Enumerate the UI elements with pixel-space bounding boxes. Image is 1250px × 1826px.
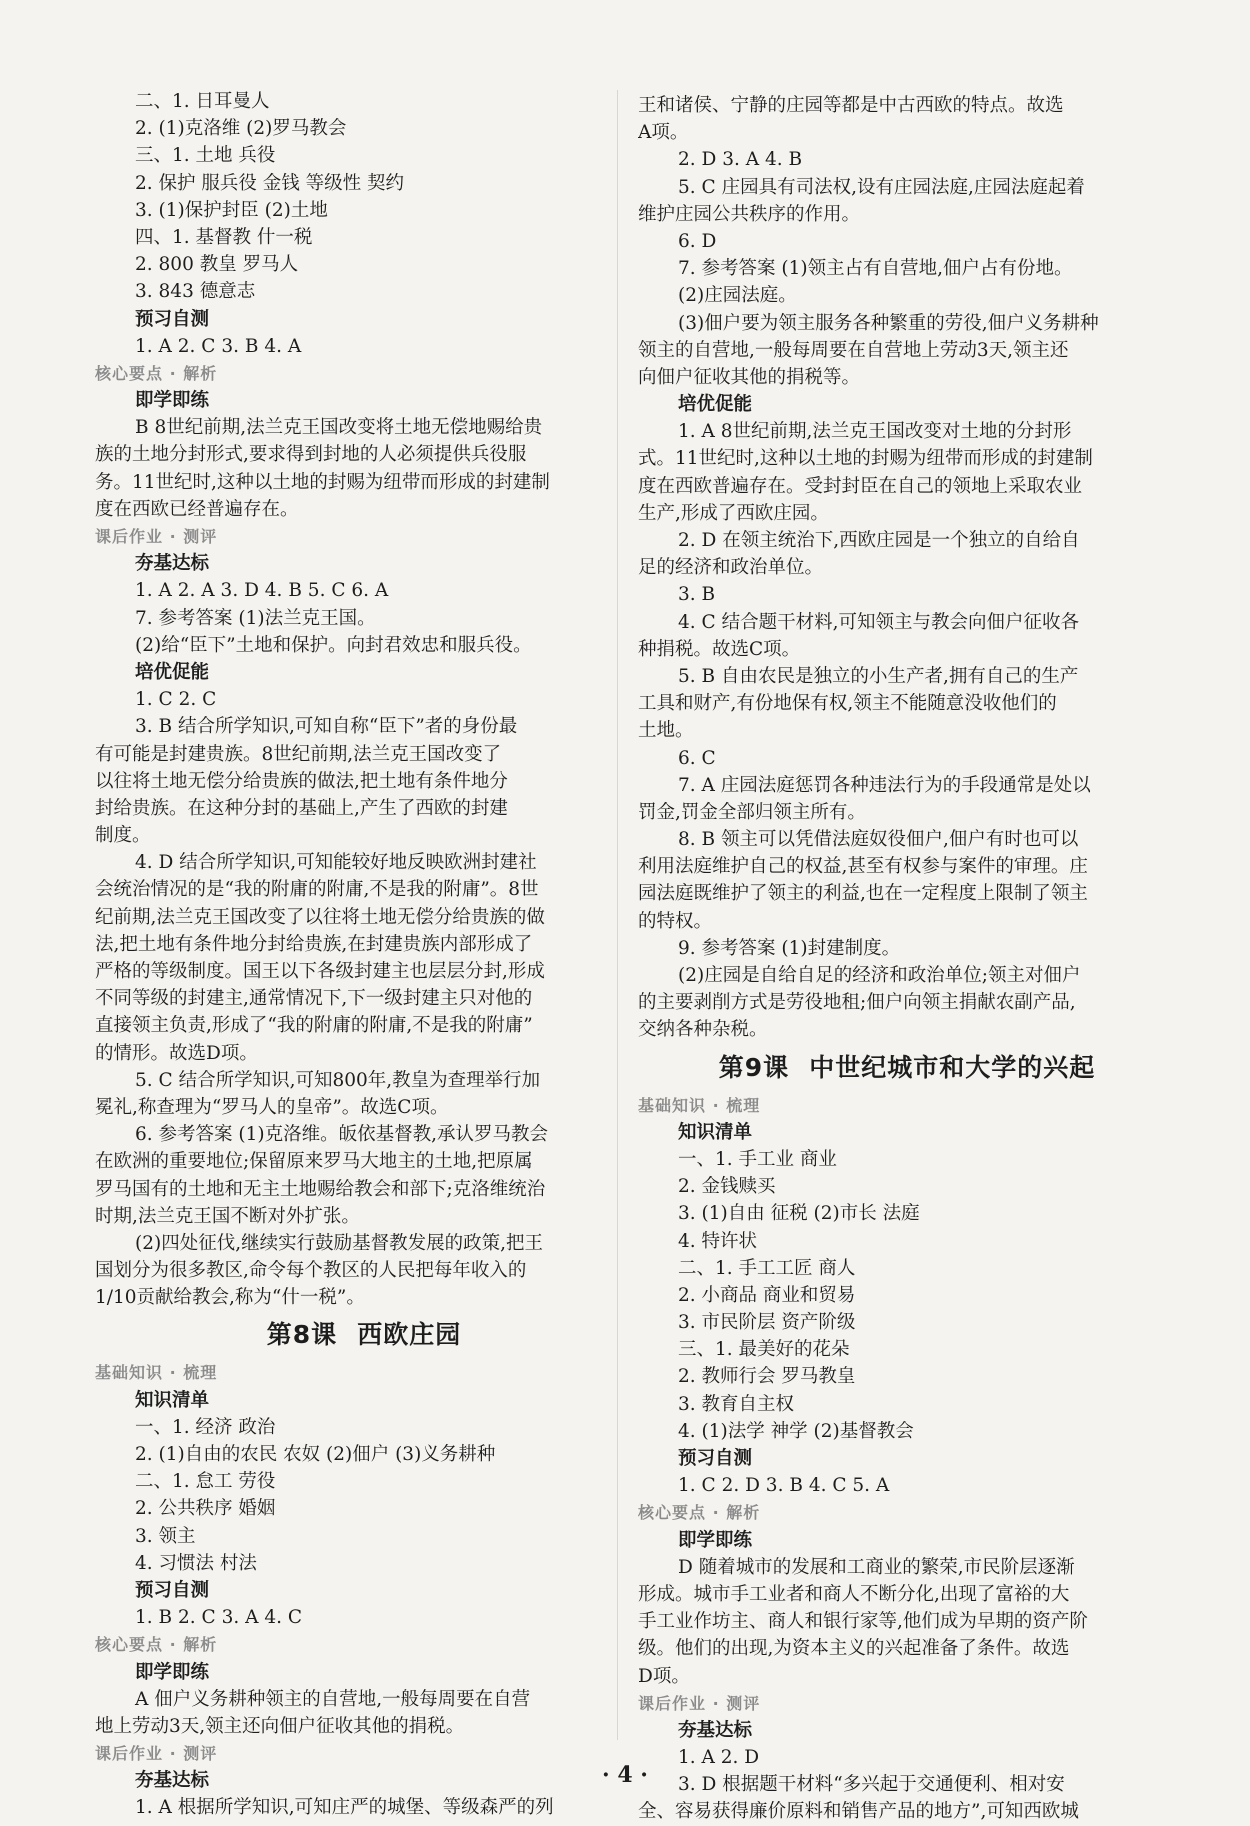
- q7-answer: 7. 参考答案 (1)法兰克王国。: [135, 607, 376, 629]
- practice-line: 务。11世纪时,这种以土地的封赐为纽带而形成的封建制: [95, 471, 550, 493]
- q4-line: 的情形。故选D项。: [95, 1042, 258, 1064]
- answer-line: 3. 市民阶层 资产阶级: [678, 1312, 856, 1334]
- advanced-title: 培优促能: [678, 394, 753, 416]
- answer-line: 2. (1)克洛维 (2)罗马教会: [135, 118, 347, 140]
- practice-line: D项。: [638, 1665, 690, 1687]
- q4-line: 直接领主负责,形成了“我的附庸的附庸,不是我的附庸”: [95, 1015, 533, 1037]
- answer-line: 2. 保护 服兵役 金钱 等级性 契约: [135, 172, 405, 194]
- base-title: 夯基达标: [678, 1719, 753, 1741]
- homework-section-heading: 课后作业 · 测评: [95, 527, 218, 546]
- q6-answer: 6. D: [678, 230, 717, 252]
- left-column: [95, 88, 633, 1822]
- q4-line: 法,把土地有条件地分封给贵族,在封建贵族内部形成了: [95, 933, 533, 955]
- practice-line: B 8世纪前期,法兰克王国改变将土地无偿地赐给贵: [135, 417, 543, 439]
- answer-line: 2. 800 教皇 罗马人: [135, 254, 299, 276]
- knowledge-list-title: 知识清单: [135, 1389, 210, 1411]
- practice-line: 度在西欧已经普遍存在。: [95, 498, 299, 520]
- a8-line: 的特权。: [638, 910, 713, 932]
- lesson-name: 中世纪城市和大学的兴起: [809, 1052, 1096, 1082]
- a1-line: 式。11世纪时,这种以土地的封赐为纽带而形成的封建制: [638, 448, 1093, 470]
- a6-answer: 6. C: [678, 747, 716, 769]
- answer-line: 3. 教育自主权: [678, 1393, 795, 1415]
- continued-line: A项。: [638, 122, 689, 144]
- a4-line: 4. C 结合题干材料,可知领主与教会向佃户征收各: [678, 611, 1079, 633]
- answer-line: 一、1. 手工业 商业: [678, 1148, 837, 1170]
- practice-line: D 随着城市的发展和工商业的繁荣,市民阶层逐渐: [678, 1556, 1075, 1578]
- right-column: [638, 92, 1176, 1826]
- page-number: · 4 ·: [602, 1762, 648, 1788]
- q7-answer: (2)给“臣下”土地和保护。向封君效忠和服兵役。: [135, 634, 532, 656]
- q5-line: 维护庄园公共秩序的作用。: [638, 203, 861, 225]
- preview-title: 预习自测: [678, 1448, 753, 1469]
- q7-line: 向佃户征收其他的捐税等。: [638, 366, 861, 388]
- q4-line: 4. D 结合所学知识,可知能较好地反映欧洲封建社: [135, 852, 537, 874]
- q6-line: 时期,法兰克王国不断对外扩张。: [95, 1205, 360, 1227]
- core-section-heading: 核心要点 · 解析: [638, 1503, 761, 1523]
- q3-line: 3. D 根据题干材料“多兴起于交通便利、相对安: [678, 1774, 1065, 1796]
- preview-title: 预习自测: [135, 1579, 210, 1601]
- practice-line: 族的土地分封形式,要求得到封地的人必须提供兵役服: [95, 444, 527, 466]
- lesson-number: 第9课: [718, 1052, 790, 1082]
- answer-line: 3. (1)自由 征税 (2)市长 法庭: [678, 1203, 920, 1225]
- a8-line: 园法庭既维护了领主的利益,也在一定程度上限制了领主: [638, 883, 1088, 905]
- q7-line: (2)庄园法庭。: [678, 285, 797, 307]
- practice-title: 即学即练: [135, 390, 210, 412]
- preview-answers: 1. A 2. C 3. B 4. A: [135, 335, 302, 357]
- a9-line: 的主要剥削方式是劳役地租;佃户向领主捐献农副产品,: [638, 992, 1076, 1014]
- homework-section-heading: 课后作业 · 测评: [638, 1693, 761, 1713]
- continued-line: 王和诸侯、宁静的庄园等都是中古西欧的特点。故选: [638, 95, 1064, 116]
- a3-answer: 3. B: [678, 584, 716, 606]
- a8-line: 8. B 领主可以凭借法庭奴役佃户,佃户有时也可以: [678, 829, 1079, 851]
- core-section-heading: 核心要点 · 解析: [95, 1635, 218, 1655]
- q3-line: 封给贵族。在这种分封的基础上,产生了西欧的封建: [95, 797, 508, 819]
- q3-line: 制度。: [95, 825, 151, 847]
- q3-line: 有可能是封建贵族。8世纪前期,法兰克王国改变了: [95, 743, 502, 765]
- advanced-answers: 1. C 2. C: [135, 689, 217, 711]
- base-answers: 1. A 2. A 3. D 4. B 5. C 6. A: [135, 580, 389, 602]
- answer-line: 2. 公共秩序 婚姻: [135, 1498, 276, 1520]
- q4-line: 不同等级的封建主,通常情况下,下一级封建主只对他的: [95, 988, 533, 1010]
- a1-line: 1. A 8世纪前期,法兰克王国改变对土地的分封形: [678, 421, 1072, 443]
- q7-line: (3)佃户要为领主服务各种繁重的劳役,佃户义务耕种: [678, 312, 1099, 334]
- basic-section-heading: 基础知识 · 梳理: [95, 1363, 218, 1383]
- q5-line: 5. C 庄园具有司法权,设有庄园法庭,庄园法庭起着: [678, 176, 1085, 198]
- answer-line: 2. 小商品 商业和贸易: [678, 1284, 856, 1306]
- q7-line: 领主的自营地,一般每周要在自营地上劳动3天,领主还: [638, 339, 1069, 361]
- a4-line: 种捐税。故选C项。: [638, 638, 801, 660]
- answer-line: 二、1. 手工工匠 商人: [678, 1257, 856, 1279]
- a2-line: 足的经济和政治单位。: [638, 557, 824, 579]
- answer-line: 二、1. 怠工 劳役: [135, 1471, 276, 1493]
- q3-line: 以往将土地无偿分给贵族的做法,把土地有条件地分: [95, 770, 508, 792]
- answer-line: 2. 教师行会 罗马教皇: [678, 1366, 856, 1388]
- base-title: 夯基达标: [135, 1770, 210, 1792]
- basic-section-heading: 基础知识 · 梳理: [638, 1095, 761, 1115]
- q6-line: 1/10贡献给教会,称为“什一税”。: [95, 1287, 365, 1309]
- a1-line: 生产,形成了西欧庄园。: [638, 502, 829, 524]
- answer-line: 2. (1)自由的农民 农奴 (2)佃户 (3)义务耕种: [135, 1444, 496, 1465]
- practice-line: 地上劳动3天,领主还向佃户征收其他的捐税。: [95, 1715, 465, 1737]
- answer-line: 三、1. 最美好的花朵: [678, 1339, 850, 1361]
- answer-line: 一、1. 经济 政治: [135, 1416, 276, 1438]
- preview-answers: 1. C 2. D 3. B 4. C 5. A: [678, 1475, 890, 1497]
- q1-line: 1. A 根据所学知识,可知庄严的城堡、等级森严的列: [135, 1797, 554, 1819]
- q6-line: 在欧洲的重要地位;保留原来罗马大地主的土地,把原属: [95, 1151, 533, 1173]
- answer-line: 3. 843 德意志: [135, 281, 256, 303]
- practice-line: 手工业作坊主、商人和银行家等,他们成为早期的资产阶: [638, 1611, 1088, 1633]
- answer-line: 3. 领主: [135, 1525, 196, 1547]
- a5-line: 工具和财产,有份地保有权,领主不能随意没收他们的: [638, 693, 1057, 715]
- answer-line: 四、1. 基督教 什一税: [135, 226, 313, 248]
- q3-line: 3. B 结合所学知识,可知自称“臣下”者的身份最: [135, 716, 518, 738]
- core-section-heading: 核心要点 · 解析: [95, 363, 218, 383]
- q6-line: 国划分为很多教区,命令每个教区的人民把每年收入的: [95, 1260, 527, 1282]
- lesson-8-title: [95, 1311, 633, 1359]
- practice-title: 即学即练: [678, 1529, 753, 1551]
- answer-line: 4. (1)法学 神学 (2)基督教会: [678, 1420, 914, 1442]
- preview-answers: 1. B 2. C 3. A 4. C: [135, 1607, 303, 1629]
- a5-line: 土地。: [638, 720, 694, 742]
- a5-line: 5. B 自由农民是独立的小生产者,拥有自己的生产: [678, 665, 1079, 687]
- a9-line: 交纳各种杂税。: [638, 1019, 768, 1041]
- q4-line: 纪前期,法兰克王国改变了以往将土地无偿分给贵族的做: [95, 906, 545, 928]
- q5-line: 冕礼,称查理为“罗马人的皇帝”。故选C项。: [95, 1096, 449, 1118]
- answer-line: 二、1. 日耳曼人: [135, 91, 270, 112]
- q6-line: 6. 参考答案 (1)克洛维。皈依基督教,承认罗马教会: [135, 1124, 548, 1146]
- knowledge-list-title: 知识清单: [678, 1121, 753, 1143]
- q6-line: 罗马国有的土地和无主土地赐给教会和部下;克洛维统治: [95, 1178, 546, 1200]
- preview-title: 预习自测: [135, 308, 210, 330]
- practice-line: 级。他们的出现,为资本主义的兴起准备了条件。故选: [638, 1638, 1070, 1660]
- q6-line: (2)四处征伐,继续实行鼓励基督教发展的政策,把王: [135, 1232, 543, 1254]
- answer-line: 4. 习惯法 村法: [135, 1552, 257, 1574]
- q4-line: 会统治情况的是“我的附庸的附庸,不是我的附庸”。8世: [95, 879, 539, 901]
- a7-line: 7. A 庄园法庭惩罚各种违法行为的手段通常是处以: [678, 774, 1091, 796]
- q4-line: 严格的等级制度。国王以下各级封建主也层层分封,形成: [95, 961, 545, 982]
- a2-line: 2. D 在领主统治下,西欧庄园是一个独立的自给自: [678, 530, 1080, 551]
- practice-title: 即学即练: [135, 1661, 210, 1683]
- answer-line: 3. (1)保护封臣 (2)土地: [135, 199, 328, 221]
- a1-line: 度在西欧普遍存在。受封封臣在自己的领地上采取农业: [638, 475, 1083, 497]
- lesson-9-title: [638, 1044, 1176, 1092]
- a7-line: 罚金,罚金全部归领主所有。: [638, 801, 866, 823]
- lesson-number: 第8课: [266, 1320, 338, 1350]
- answer-line: 2. 金钱赎买: [678, 1176, 776, 1198]
- practice-line: 形成。城市手工业者和商人不断分化,出现了富裕的大: [638, 1583, 1070, 1605]
- a9-line: (2)庄园是自给自足的经济和政治单位;领主对佃户: [678, 965, 1081, 986]
- q3-line: 全、容易获得廉价原料和销售产品的地方”,可知西欧城: [638, 1801, 1079, 1823]
- q5-line: 5. C 结合所学知识,可知800年,教皇为查理举行加: [135, 1069, 541, 1091]
- answers-line: 2. D 3. A 4. B: [678, 149, 803, 171]
- answer-line: 4. 特许状: [678, 1230, 758, 1252]
- a9-line: 9. 参考答案 (1)封建制度。: [678, 937, 901, 959]
- q7-line: 7. 参考答案 (1)领主占有自营地,佃户占有份地。: [678, 258, 1073, 280]
- answer-line: 三、1. 土地 兵役: [135, 145, 276, 167]
- a8-line: 利用法庭维护自己的权益,甚至有权参与案件的审理。庄: [638, 856, 1088, 878]
- lesson-name: 西欧庄园: [357, 1320, 462, 1350]
- base-title: 夯基达标: [135, 553, 210, 575]
- practice-line: A 佃户义务耕种领主的自营地,一般每周要在自营: [135, 1688, 531, 1710]
- advanced-title: 培优促能: [135, 661, 210, 683]
- base-answers: 1. A 2. D: [678, 1747, 760, 1769]
- homework-section-heading: 课后作业 · 测评: [95, 1744, 218, 1764]
